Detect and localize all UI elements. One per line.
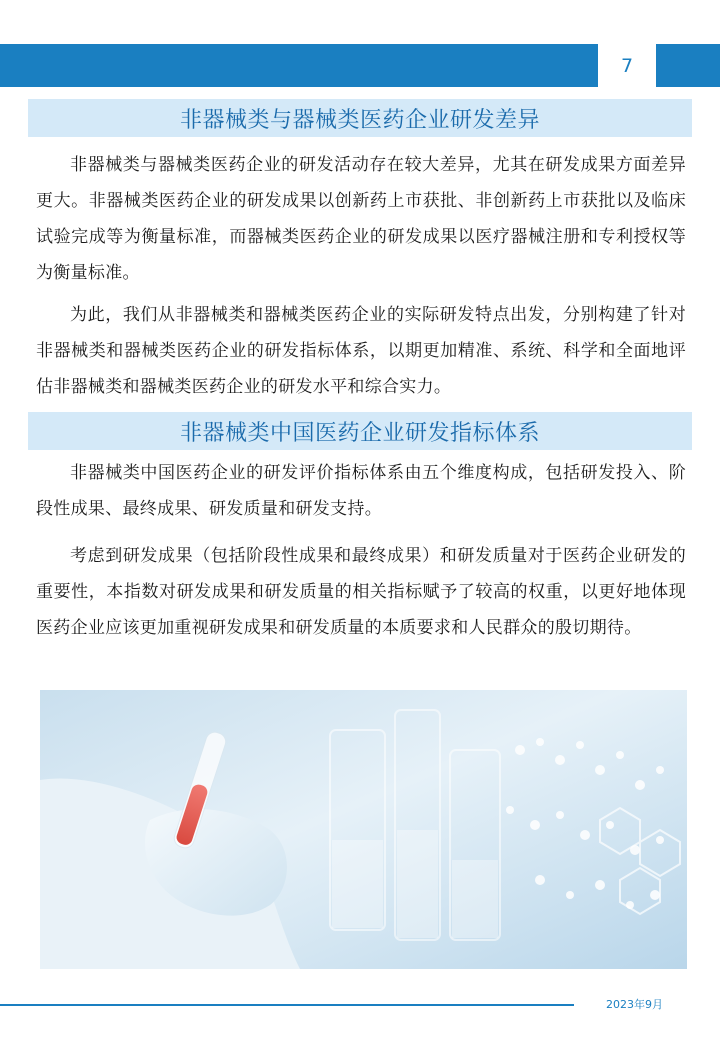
section-heading-2: 非器械类中国医药企业研发指标体系	[28, 412, 692, 450]
footer-rule	[0, 1004, 574, 1006]
page-number: 7	[620, 54, 634, 77]
section-heading-1: 非器械类与器械类医药企业研发差异	[28, 99, 692, 137]
header-bar-accent	[656, 44, 720, 87]
paragraph-3: 非器械类中国医药企业的研发评价指标体系由五个维度构成，包括研发投入、阶段性成果、最终成果、研发质量和研发支持。	[36, 463, 686, 519]
header-bar	[0, 44, 598, 87]
footer-date: 2023年9月	[606, 998, 663, 1011]
paragraph-1: 非器械类与器械类医药企业的研发活动存在较大差异，尤其在研发成果方面差异更大。非器械类医药企业的研发成果以创新药上市获批、非创新药上市获批以及临床试验完成等为衡量标准，而器械类医药企业的研发成果以医疗器械注册和专利授权等为衡量标准。	[36, 155, 686, 283]
paragraph-2: 为此，我们从非器械类和器械类医药企业的实际研发特点出发，分别构建了针对非器械类和器械类医药企业的研发指标体系，以期更加精准、系统、科学和全面地评估非器械类和器械类医药企业的研发水平和综合实力。	[36, 305, 686, 397]
paragraph-4: 考虑到研发成果（包括阶段性成果和最终成果）和研发质量对于医药企业研发的重要性，本指数对研发成果和研发质量的相关指标赋予了较高的权重，以更好地体现医药企业应该更加重视研发成果和研发质量的本质要求和人民群众的殷切期待。	[36, 546, 686, 638]
lab-photo	[40, 690, 687, 969]
